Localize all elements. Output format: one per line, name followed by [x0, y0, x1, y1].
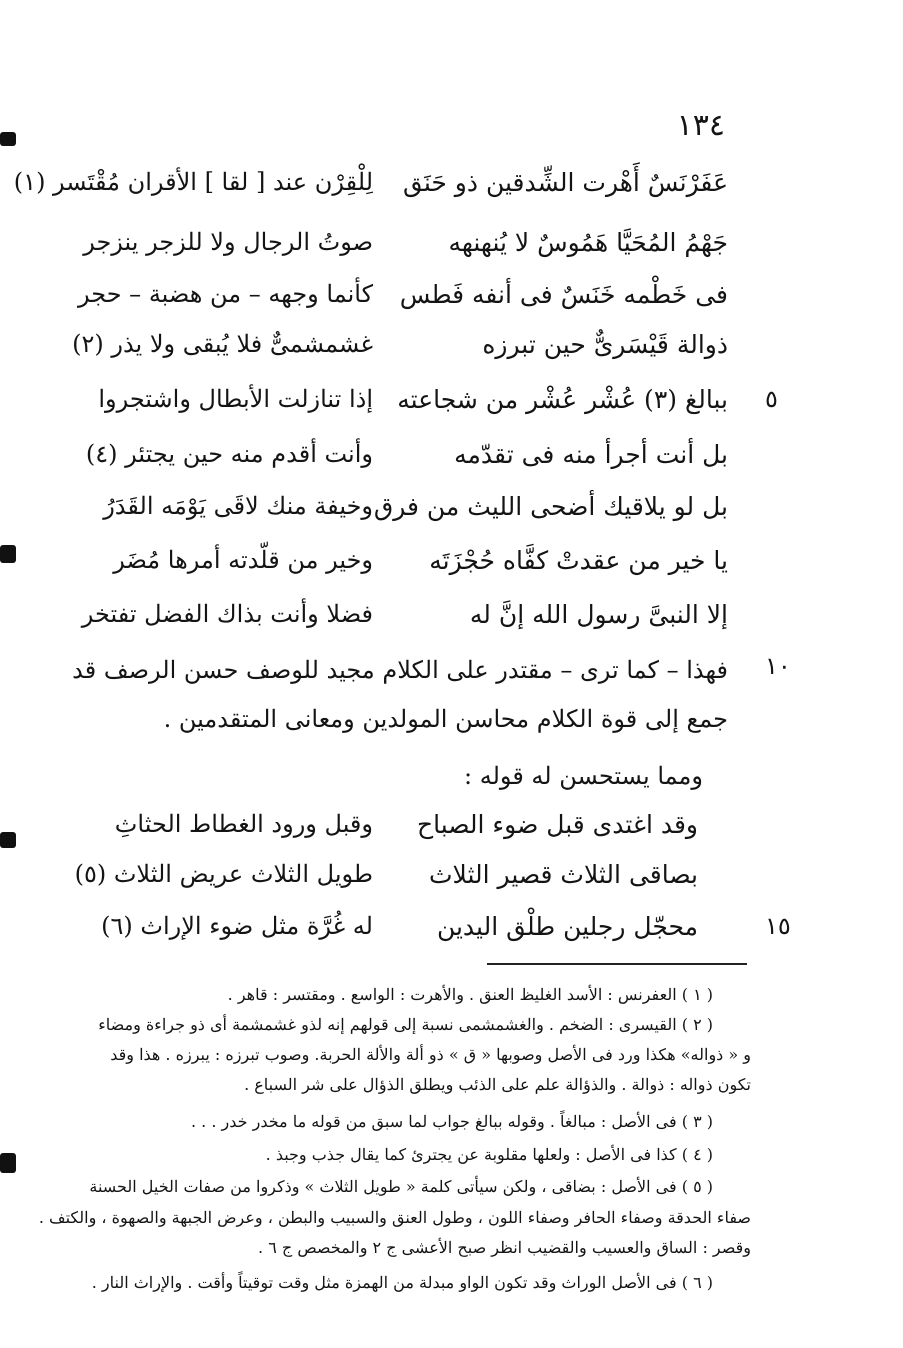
verse-row [0, 168, 903, 228]
line-number: ١٥ [765, 912, 791, 940]
footnote-line: وقصر : الساق والعسيب والقضيب انظر صبح الأعشى ج ٢ والمخصص ج ٦ . [258, 1238, 751, 1257]
verse-row [0, 912, 903, 972]
verse-right-hemistich: فى خَطْمه خَنَسٌ فى أنفه فَطس [399, 280, 728, 309]
footnote-line: ( ٦ ) فى الأصل الوراث وقد تكون الواو مبدلة من الهمزة مثل وقت توقيتاً وأقت . والإراث النار . [91, 1273, 713, 1292]
verse-right-hemistich: جَهْمُ المُحَيَّا هَمُوسٌ لا يُنهنهه [448, 228, 728, 257]
verse-left-hemistich: غشمشمىٌّ فلا يُبقى ولا يذر (٢) [72, 330, 373, 358]
verse-row [0, 492, 903, 552]
verse-left-hemistich: وخير من قلّدته أمرها مُضَر [113, 546, 373, 574]
verse-right-hemistich: عَفَرْنَسٌ أَهْرت الشِّدقين ذو حَنَق [403, 168, 728, 197]
verse-right-hemistich: بصاقى الثلاث قصير الثلاث [429, 860, 698, 889]
verse-row [0, 385, 903, 445]
verse-left-hemistich: وأنت أقدم منه حين يجتئر (٤) [85, 440, 373, 468]
verse-left-hemistich: وقبل ورود الغطاط الحثاثِ [114, 810, 373, 838]
verse-row [0, 860, 903, 920]
verse-right-hemistich: يا خير من عقدتْ كفَّاه حُجْزَتَه [429, 546, 728, 575]
verse-row [0, 546, 903, 606]
footnote-line: ( ٢ ) القيسرى : الضخم . والغشمشمى نسبة إلى قولهم إنه لذو غشمشمة أى ذو جراءة ومضاء [98, 1015, 713, 1034]
verse-left-hemistich: طويل الثلاث عريض الثلاث (٥) [74, 860, 373, 888]
poem-intro: ومما يستحسن له قوله : [464, 762, 703, 790]
page-number: ١٣٤ [676, 108, 725, 143]
verse-right-hemistich: إلا النبىَّ رسول الله إنَّ له [469, 600, 728, 629]
verse-right-hemistich: وقد اغتدى قبل ضوء الصباح [416, 810, 698, 839]
verse-right-hemistich: بل لو يلاقيك أضحى الليث من فرق [373, 492, 728, 521]
verse-left-hemistich: فضلا وأنت بذاك الفضل تفتخر [81, 600, 373, 628]
verse-right-hemistich: بل أنت أجرأ منه فى تقدّمه [454, 440, 728, 469]
line-number: ١٠ [765, 652, 791, 680]
verse-left-hemistich: صوتُ الرجال ولا للزجر ينزجر [83, 228, 373, 256]
footnote-line: ( ٤ ) كذا فى الأصل : ولعلها مقلوبة عن يجترئ كما يقال جذب وجبذ . [265, 1145, 713, 1164]
verse-left-hemistich: له غُرَّة مثل ضوء الإراث (٦) [101, 912, 373, 940]
footnote-line: صفاء الحدقة وصفاء الحافر وصفاء اللون ، وطول العنق والسبيب والبطن ، وعرض الجبهة والصهوة ، والكتف . [38, 1208, 751, 1227]
footnote-line: ( ٣ ) فى الأصل : مبالغاً . وقوله ببالغ جواب لما سبق من قوله ما مخدر خدر . . . [190, 1112, 713, 1131]
line-number: ٥ [765, 385, 778, 413]
footnote-line: ( ١ ) العفرنس : الأسد الغليظ العنق . والأهرت : الواسع . ومقتسر : قاهر . [227, 985, 713, 1004]
verse-right-hemistich: ذوالة قَيْسَرىٌّ حين تبرزه [482, 330, 728, 359]
verse-row [0, 330, 903, 390]
footnote-line: و « ذواله» هكذا ورد فى الأصل وصوبها « ق » ذو ألة والألة الحربة. وصوب تبرزه : يبرزه . هذا وقد [110, 1045, 751, 1064]
verse-left-hemistich: وخيفة منك لاقَى يَوْمَه القَدَرُ [103, 492, 373, 520]
verse-right-hemistich: محجّل رجلين طلْق اليدين [436, 912, 698, 941]
verse-row [0, 228, 903, 288]
prose-line: جمع إلى قوة الكلام محاسن المولدين ومعانى المتقدمين . [163, 705, 728, 733]
verse-left-hemistich: لِلْقِرْن عند [ لقا ] الأقران مُقْتَسر (١) [13, 168, 373, 196]
verse-left-hemistich: كأنما وجهه – من هضبة – حجر [77, 280, 373, 308]
scan-edge-mark [0, 1153, 16, 1173]
prose-line: فهذا – كما ترى – مقتدر على الكلام مجيد للوصف حسن الرصف قد [72, 656, 728, 684]
verse-row [0, 440, 903, 500]
scan-edge-mark [0, 132, 16, 146]
footnote-line: تكون ذواله : ذوالة . والذؤالة علم على الذئب ويطلق الذؤال على شر السباع . [244, 1075, 751, 1094]
footnote-line: ( ٥ ) فى الأصل : بضاقى ، ولكن سيأتى كلمة « طويل الثلاث » وذكروا من صفات الخيل الحسنة [89, 1177, 713, 1196]
verse-left-hemistich: إذا تنازلت الأبطال واشتجروا [98, 385, 373, 413]
verse-row [0, 600, 903, 660]
verse-right-hemistich: ببالغ (٣) عُشْر عُشْر من شجاعته [397, 385, 728, 414]
footnote-divider [487, 963, 747, 965]
